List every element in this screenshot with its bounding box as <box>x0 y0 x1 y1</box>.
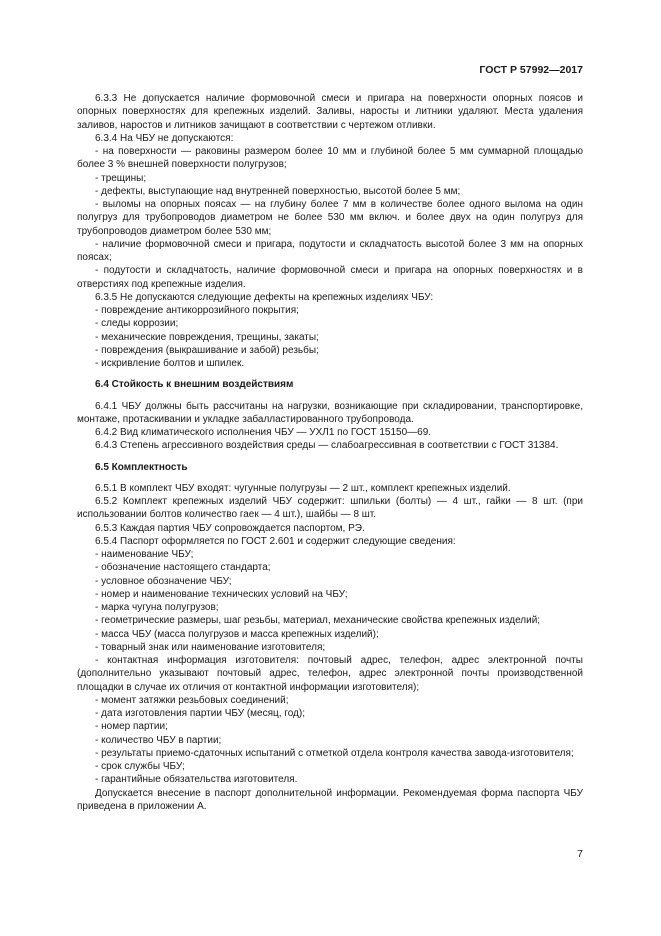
paragraph: 6.5.3 Каждая партия ЧБУ сопровождается паспортом, РЭ. <box>95 522 365 534</box>
paragraph: Допускается внесение в паспорт дополнительной информации. Рекомендуемая форма паспорта ЧБУ приведена в приложении А. <box>77 787 583 812</box>
paragraph: - масса ЧБУ (масса полугрузов и масса крепежных изделий); <box>95 628 379 640</box>
paragraph: - механические повреждения, трещины, закаты; <box>95 331 319 343</box>
paragraph: - номер партии; <box>95 721 168 733</box>
paragraph: 6.5.4 Паспорт оформляется по ГОСТ 2.601 и содержит следующие сведения: <box>95 535 456 547</box>
paragraph: - марка чугуна полугрузов; <box>95 602 219 613</box>
paragraph: 6.4.1 ЧБУ должны быть рассчитаны на нагрузки, возникающие при складировании, транспортировке, монтаже, протаскивании и укладке забалластированного трубопровода. <box>77 400 583 425</box>
paragraph: 6.3.4 На ЧБУ не допускаются: <box>95 132 234 144</box>
paragraph: - условное обозначение ЧБУ; <box>95 575 232 587</box>
paragraph: - номер и наименование технических условий на ЧБУ; <box>95 588 348 600</box>
paragraph: - на поверхности — раковины размером более 10 мм и глубиной более 5 мм суммарной площадью более 3 % внешней поверхности полугрузов; <box>77 146 583 171</box>
paragraph: - контактная информация изготовителя: почтовый адрес, телефон, адрес электронной почты (дополнительно указывают почтовый адрес, телефон, адрес электронной почты производственной площадки в случае их отличия от контактной информации изготовителя); <box>77 655 583 693</box>
paragraph: - выломы на опорных поясах — на глубину более 7 мм в количестве более одного вылома на один полугруз для трубопроводов диаметром не более 530 мм включ. и более двух на один полугруз для трубопроводов диаметром более 530 мм; <box>77 199 583 237</box>
page-number: 7 <box>577 848 583 860</box>
paragraph: 6.3.3 Не допускается наличие формовочной смеси и пригара на поверхности опорных поясов и опорных поверхностях для крепежных изделий. Заливы, наросты и литники удаляют. Места удаления заливов, наростов и литников зачищают в соответствии с чертежом отливки. <box>77 93 583 131</box>
paragraph: - срок службы ЧБУ; <box>95 761 185 772</box>
section-heading: 6.5 Комплектность <box>95 461 188 473</box>
paragraph: - количество ЧБУ в партии; <box>95 734 222 746</box>
paragraph: - повреждение антикоррозийного покрытия; <box>95 305 299 316</box>
document-body <box>77 92 583 813</box>
paragraph: - наличие формовочной смеси и пригара, подутости и складчатость высотой более 3 мм на опорных поясах; <box>77 238 583 263</box>
paragraph: 6.5.2 Комплект крепежных изделий ЧБУ содержит: шпильки (болты) — 4 шт., гайки — 8 шт. (при использовании болтов количество гаек — 4 шт.), шайбы — 8 шт. <box>77 496 583 521</box>
paragraph: - обозначение настоящего стандарта; <box>95 562 271 574</box>
paragraph: - товарный знак или наименование изготовителя; <box>95 641 326 653</box>
section-heading: 6.4 Стойкость к внешним воздействиям <box>95 379 294 391</box>
paragraph: 6.3.5 Не допускаются следующие дефекты на крепежных изделиях ЧБУ: <box>95 291 434 303</box>
paragraph: - момент затяжки резьбовых соединений; <box>95 694 289 706</box>
standard-code-header: ГОСТ Р 57992—2017 <box>479 64 583 76</box>
paragraph: - следы коррозии; <box>95 318 179 330</box>
paragraph: - трещины; <box>95 172 147 184</box>
paragraph: 6.4.2 Вид климатического исполнения ЧБУ — УХЛ1 по ГОСТ 15150—69. <box>95 427 432 438</box>
paragraph: - геометрические размеры, шаг резьбы, материал, механические свойства крепежных изделий; <box>95 615 541 627</box>
paragraph: 6.4.3 Степень агрессивного воздействия среды — слабоагрессивная в соответствии с ГОСТ 31384. <box>95 440 559 452</box>
paragraph: - подутости и складчатость, наличие формовочной смеси и пригара на опорных поверхностях и в отверстиях под крепежные изделия. <box>77 265 583 290</box>
paragraph: - дефекты, выступающие над внутренней поверхностью, высотой более 5 мм; <box>95 185 461 197</box>
paragraph: - искривление болтов и шпилек. <box>95 358 245 369</box>
paragraph: 6.5.1 В комплект ЧБУ входят: чугунные полугрузы — 2 шт., комплект крепежных изделий. <box>95 482 511 494</box>
paragraph: - гарантийные обязательства изготовителя. <box>95 774 298 786</box>
paragraph: - повреждения (выкрашивание и забой) резьбы; <box>95 344 319 356</box>
paragraph: - дата изготовления партии ЧБУ (месяц, год); <box>95 708 305 719</box>
paragraph: - наименование ЧБУ; <box>95 549 194 560</box>
paragraph: - результаты приемо-сдаточных испытаний с отметкой отдела контроля качества завода-изготовителя; <box>95 747 574 759</box>
